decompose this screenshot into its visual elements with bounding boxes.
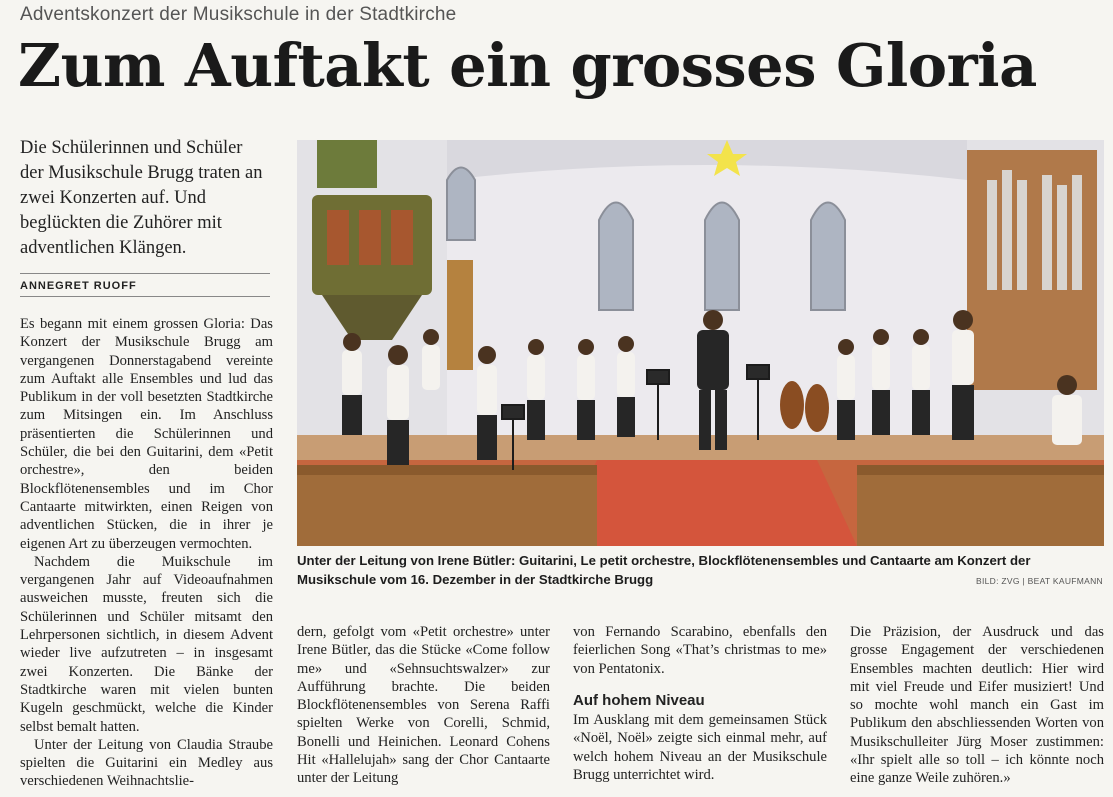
body-column-4 [850, 623, 1104, 788]
body-column-1 [20, 315, 273, 791]
article-author: ANNEGRET RUOFF [20, 280, 137, 292]
photo-caption: Unter der Leitung von Irene Bütler: Guitarini, Le petit orchestre, Blockflötenensembles und Cantaarte am Konzert der Musikschule vom 16. Dezember in der Stadtkirche Brugg [297, 553, 1031, 587]
body-column-2 [297, 623, 550, 788]
article-lead: Die Schülerinnen und Schüler der Musikschule Brugg traten an zwei Konzerten auf. Und beglückten die Zuhörer mit adventlichen Klängen. [20, 138, 263, 258]
body-paragraph-4: dern, gefolgt vom «Petit orchestre» unter Irene Bütler, das die Stücke «Come follow me» und «Sehnsuchtswalzer» zur Aufführung brachte. Die beiden Blockflötenensembles von Serena Raffi spielten Werke von Corelli, Schmid, Bonelli und Heinichen. Leonard Cohens Hit «Hallelujah» sang der Chor Cantaarte unter der Leitung [297, 624, 550, 787]
author-rule-bottom [20, 296, 270, 297]
body-paragraph-3: Unter der Leitung von Claudia Straube spielten die Guitarini ein Medley aus verschiedenen Weihnachtslie- [20, 736, 273, 790]
body-paragraph-5: von Fernando Scarabino, ebenfalls den feierlichen Song «That’s christmas to me» von Pentatonix. [573, 624, 827, 677]
body-paragraph-7: Die Präzision, der Ausdruck und das grosse Engagement der verschiedenen Ensembles machten deutlich: Hier wird mit viel Freude und Eifer musiziert! Und so mochte wohl manch ein Gast im Publikum den abschliessenden Worten von Musikschulleiter Jürg Moser zustimmen: «Ihr spielt alle so toll – ich könnte noch eine ganze Weile zuhören.» [850, 624, 1104, 787]
body-paragraph-2: Nachdem die Muikschule im vergangenen Jahr auf Videoaufnahmen ausweichen musste, freuten sich die Schülerinnen und Schüler mitsamt den Lehrpersonen sichtlich, in diesem Advent wieder live aufzutreten – in insgesamt zwei Konzerten. Die Bänke der Stadtkirche waren mit vielen bunten Kugeln geschmückt, welche die Kinder selbst bemalt hatten. [20, 553, 273, 735]
photo-credit: BILD: ZVG | BEAT KAUFMANN [976, 576, 1103, 586]
concert-photo [297, 140, 1104, 546]
article-headline: Zum Auftakt ein grosses Gloria [18, 31, 1037, 100]
body-paragraph-1: Es begann mit einem grossen Gloria: Das Konzert der Musikschule Brugg am vergangenen Donnerstagabend vereinte zum Auftakt alle Ensembles und lud das Publikum in der voll besetzten Stadtkirche zum Mitsingen ein. Im Anschluss präsentierten die Schülerinnen und Schüler, die bei den Guitarini, dem «Petit orchestre», den beiden Blockflötenensembles und im Chor Cantaarte mitwirkten, einen Reigen von adventlichen Stücken, die in ihrer je eigenen Art zu überzeugen vermochten. [20, 316, 273, 552]
article-kicker: Adventskonzert der Musikschule in der Stadtkirche [20, 4, 457, 25]
author-rule-top [20, 273, 270, 274]
body-column-3 [573, 623, 827, 784]
section-subhead: Auf hohem Niveau [573, 691, 705, 709]
body-paragraph-6: Im Ausklang mit dem gemeinsamen Stück «Noël, Noël» zeigte sich einmal mehr, auf welch hohem Niveau an der Musikschule Brugg unterrichtet wird. [573, 712, 827, 784]
